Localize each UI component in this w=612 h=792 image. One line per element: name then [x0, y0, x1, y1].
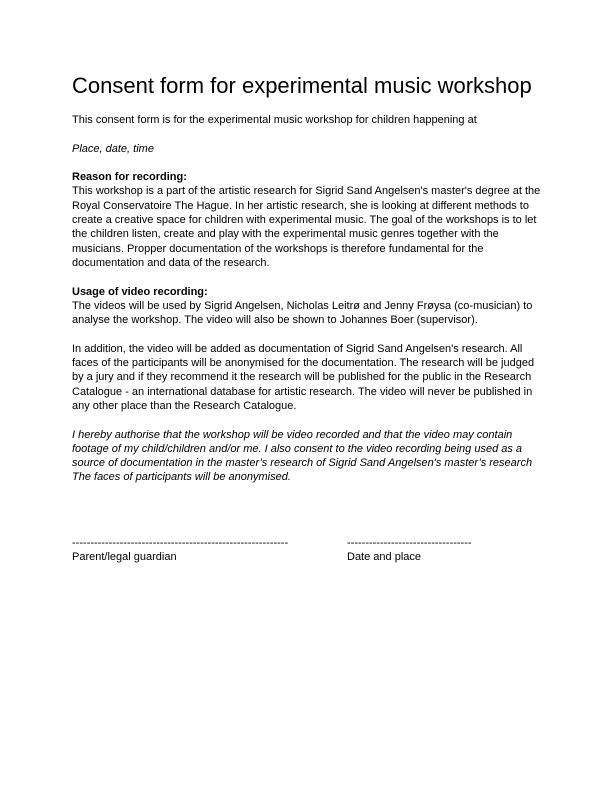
consent-statement: I hereby authorise that the workshop will be video recorded and that the video may contain footage of my child/children and/or me. I also consent to the video recording being used as a source of documentation in the master’s research of Sigrid Sand Angelsen's master’s research The faces of participants will be anonymised. — [72, 428, 533, 484]
usage-section — [72, 285, 542, 328]
page-title: Consent form for experimental music workshop — [72, 73, 532, 98]
reason-body: This workshop is a part of the artistic research for Sigrid Sand Angelsen's master's degree at the Royal Conservatoire The Hague. In her artistic research, she is looking at different methods to create a creative space for children with experimental music. The goal of the workshops is to let the children listen, create and play with the experimental music genres together with the musicians. Propper documentation of the workshops is therefore fundamental for the documentation and data of the research. — [72, 185, 541, 269]
signature-line-date: ---------------------------------- — [347, 536, 472, 549]
signature-label-date: Date and place — [347, 551, 421, 564]
event-details-placeholder: Place, date, time — [72, 142, 154, 155]
signature-block — [72, 536, 542, 565]
intro-text: This consent form is for the experimental music workshop for children happening at — [72, 114, 477, 126]
signature-labels-row — [72, 550, 542, 564]
signature-lines-row — [72, 536, 542, 550]
reason-section — [72, 170, 542, 270]
usage-body-first: The videos will be used by Sigrid Angelsen, Nicholas Leitrø and Jenny Frøysa (co-musician) to analyse the workshop. The video will also be shown to Johannes Boer (supervisor). — [72, 299, 533, 327]
document-content — [72, 73, 542, 564]
signature-line-guardian: ----------------------------------------------------------- — [72, 536, 289, 549]
usage-body-second: In addition, the video will be added as documentation of Sigrid Sand Angelsen's research. All faces of the participants will be anonymised for the documentation. The research will be judged by a jury and if they recommend it the research will be published for the public in the Research Catalogue - an international database for artistic research. The video will never be published in any other place than the Research Catalogue. — [72, 342, 535, 412]
reason-heading: Reason for recording: — [72, 171, 187, 184]
signature-label-guardian: Parent/legal guardian — [72, 551, 177, 564]
usage-heading: Usage of video recording: — [72, 285, 208, 298]
